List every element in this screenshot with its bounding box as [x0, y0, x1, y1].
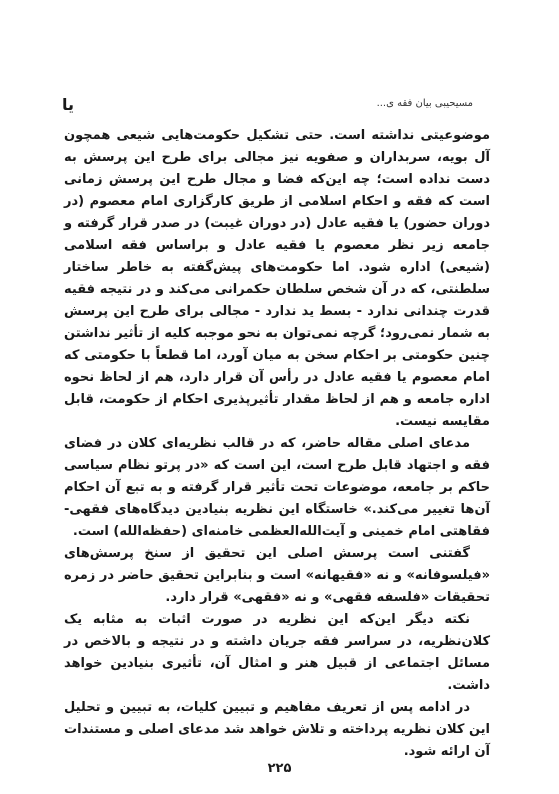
body-text [64, 125, 490, 763]
paragraph-2: مدعای اصلی مقاله حاضر، که در قالب نظریه‌ای کلان در فضای فقه و اجتهاد قابل طرح است، این است که «در پرتو نظام سیاسی حاکم بر جامعه، موضوعات تحت تأثیر قرار گرفته و به تبع آن احکام آن‌ها تغییر می‌کند.» خاستگاه این نظریه بنیادین دیدگاه‌های فقهی- فقاهتی امام خمینی و آیت‌الله‌العظمی خامنه‌ای (حفظه‌الله) است. [64, 436, 490, 539]
page-letter: یا [62, 95, 75, 114]
running-title: مسیحیبی بیان فقه ی... [376, 98, 473, 109]
page-number: ۲۲۵ [267, 761, 292, 776]
paragraph-5: در ادامه پس از تعریف مفاهیم و تبیین کلیات، به تبیین و تحلیل این کلان نظریه پرداخته و تلاش خواهد شد مدعای اصلی و مستندات آن ارائه شود. [64, 700, 490, 759]
paragraph-3: گفتنی است پرسش اصلی این تحقیق از سنخ پرسش‌های «فیلسوفانه» و نه «فقیهانه» است و بنابراین تحقیق حاضر در زمره تحقیقات «فلسفه فقهی» و نه «فقهی» قرار دارد. [64, 546, 490, 605]
paragraph-1: موضوعیتی نداشته است. حتی تشکیل حکومت‌هایی شیعی همچون آل بویه، سربداران و صفویه نیز مجالی برای طرح این پرسش به دست نداده است؛ چه این‌که فضا و مجال طرح این پرسش زمانی است که فقه و احکام اسلامی از طریق کارگزاری امام معصوم (در دوران حضور) یا فقیه عادل (در دوران غیبت) در صدر قرار گرفته و جامعه زیر نظر معصوم یا فقیه عادل و براساس فقه اسلامی (شیعی) اداره شود. اما حکومت‌های پیش‌گفته به خاطر ساختار سلطنتی، که در آن شخص سلطان حکمرانی می‌کند و در نتیجه فقیه قدرت چندانی ندارد - بسط ید ندارد - مجالی برای طرح این پرسش به شمار نمی‌رود؛ گرچه نمی‌توان به نحو موجبه کلیه از تأثیر نداشتن چنین حکومتی بر احکام سخن به میان آورد، اما قطعاً با حکومتی که امام معصوم یا فقیه عادل در رأس آن قرار دارد، هم از لحاظ نحوه اداره جامعه و هم از لحاظ مقدار تأثیرپذیری احکام از حکومت، قابل مقایسه نیست. [64, 128, 490, 429]
page-header [0, 95, 559, 116]
paragraph-4: نکته دیگر این‌که این نظریه در صورت اثبات به مثابه یک کلان‌نظریه، در سراسر فقه جریان داشته و در نتیجه و بالاخص در مسائل اجتماعی از قبیل هنر و امثال آن، تأثیری بنیادین خواهد داشت. [64, 612, 490, 693]
